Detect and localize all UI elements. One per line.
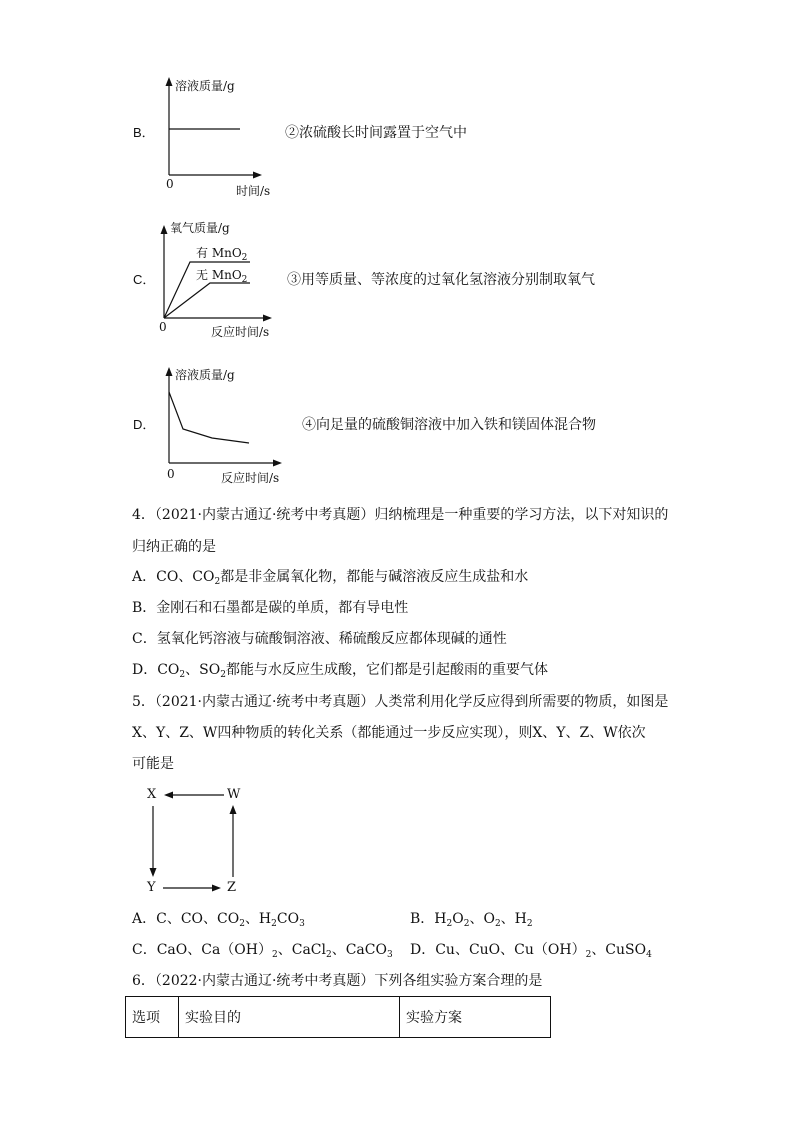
graph-b-origin: 0 xyxy=(166,177,174,191)
graph-b-ylabel: 溶液质量/g xyxy=(175,79,235,93)
graph-c-line1-label: 有 MnO$_2$ xyxy=(196,246,248,263)
graph-c-xlabel: 反应时间/s xyxy=(211,325,270,339)
graph-d-desc: ④向足量的硫酸铜溶液中加入铁和镁固体混合物 xyxy=(302,417,596,433)
graph-c-line2-label: 无 MnO$_2$ xyxy=(196,268,248,285)
q5-node-z: Z xyxy=(227,880,237,895)
graph-d-xlabel: 反应时间/s xyxy=(221,471,280,485)
graph-d-ylabel: 溶液质量/g xyxy=(175,368,235,382)
q5-stem-line2: X、Y、Z、W四种物质的转化关系（都能通过一步反应实现），则X、Y、Z、W依次 xyxy=(132,725,646,741)
option-b-letter: B． xyxy=(133,125,155,140)
graph-b-xlabel: 时间/s xyxy=(236,184,271,198)
option-d-letter: D． xyxy=(133,417,156,432)
q5-stem-line1: 5．（2021·内蒙古通辽·统考中考真题）人类常利用化学反应得到所需要的物质，如图是 xyxy=(132,694,669,710)
graph-c-origin: 0 xyxy=(159,320,167,334)
q4-stem-line1: 4．（2021·内蒙古通辽·统考中考真题）归纳梳理是一种重要的学习方法，以下对知识的 xyxy=(132,507,669,523)
q5-option-b: B．$H_2O_2$、$O_2$、$H_2$ xyxy=(410,911,533,929)
graph-c-desc: ③用等质量、等浓度的过氧化氢溶液分别制取氧气 xyxy=(287,272,595,288)
q5-node-y: Y xyxy=(147,880,156,895)
q5-option-d: D．Cu、CuO、$Cu(OH)_2$、CuSO$_4$ xyxy=(410,942,652,960)
graph-d-origin: 0 xyxy=(167,467,175,481)
graph-c-ylabel: 氧气质量/g xyxy=(170,221,230,235)
q5-node-w: W xyxy=(227,787,241,802)
q4-stem-line2: 归纳正确的是 xyxy=(132,539,216,555)
q6-table xyxy=(125,996,551,1038)
graph-b-desc: ②浓硫酸长时间露置于空气中 xyxy=(285,125,467,141)
q4-option-c: C．氢氧化钙溶液与硫酸铜溶液、稀硫酸反应都体现碱的通性 xyxy=(132,631,507,647)
q5-option-a: A．C、CO、$CO_2$、$H_2CO_3$ xyxy=(132,911,305,929)
table-header-cell: 选项 xyxy=(126,997,179,1038)
q5-stem-line3: 可能是 xyxy=(132,756,174,772)
q6-stem: 6．（2022·内蒙古通辽·统考中考真题）下列各组实验方案合理的是 xyxy=(132,973,543,989)
q4-option-b: B．金刚石和石墨都是碳的单质，都有导电性 xyxy=(132,600,409,616)
q5-node-x: X xyxy=(147,787,157,802)
q4-option-a: A．CO、$CO_2$都是非金属氧化物，都能与碱溶液反应生成盐和水 xyxy=(132,569,529,587)
q5-option-c: C．CaO、$Ca(OH)_2$、CaCl$_2$、CaCO$_3$ xyxy=(132,942,393,960)
table-header-row xyxy=(126,997,551,1038)
table-header-cell: 实验方案 xyxy=(400,997,551,1038)
option-c-letter: C． xyxy=(133,272,156,287)
table-header-cell: 实验目的 xyxy=(179,997,400,1038)
q4-option-d: D．$CO_2$、$SO_2$都能与水反应生成酸，它们都是引起酸雨的重要气体 xyxy=(132,662,548,680)
